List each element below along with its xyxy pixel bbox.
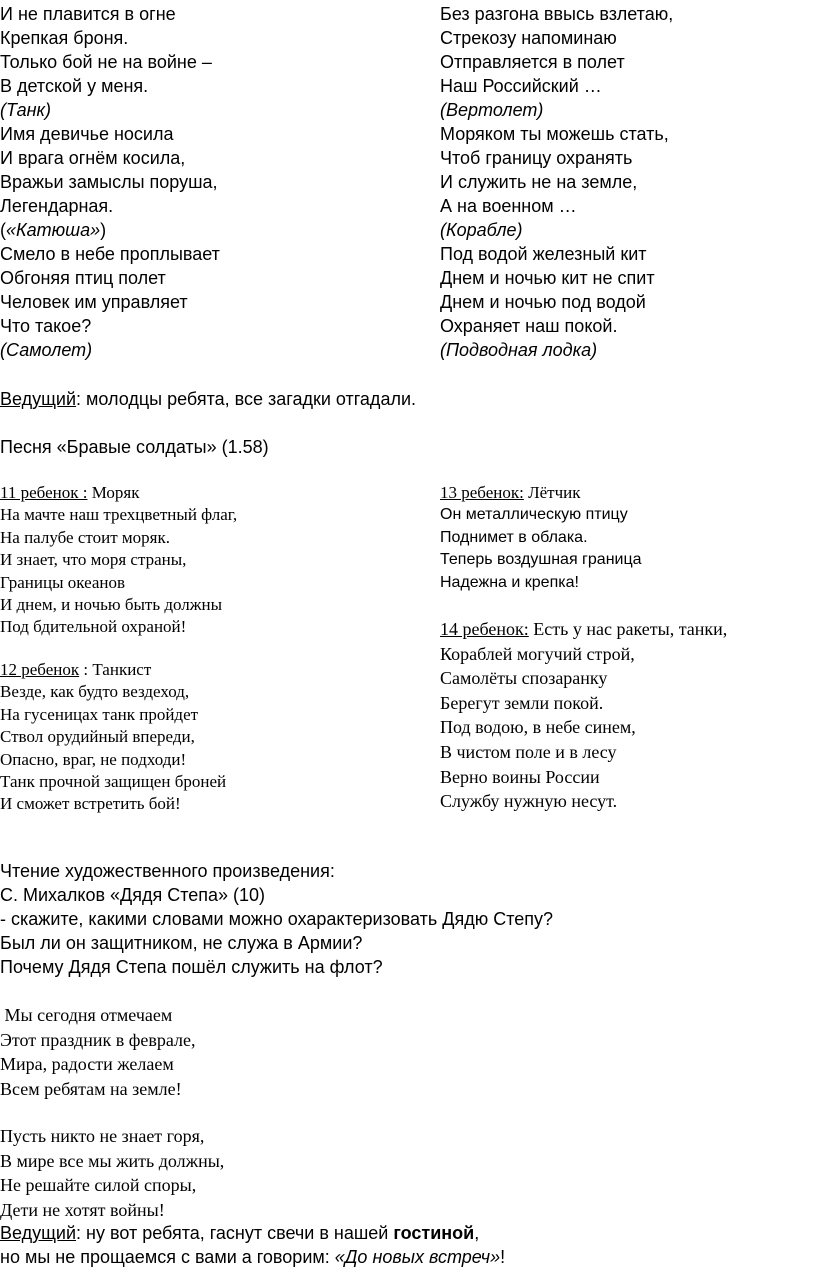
- poem-line: В мире все мы жить должны,: [0, 1150, 225, 1171]
- poem-stanza-2: [0, 1124, 420, 1222]
- poem-line: Не решайте силой споры,: [0, 1175, 197, 1196]
- riddle-line: В детской у меня.: [0, 76, 149, 96]
- riddle-line: Днем и ночью под водой: [440, 292, 646, 312]
- verse-line: Опасно, враг, не подходи!: [0, 749, 187, 769]
- paren-close: ): [100, 220, 107, 240]
- riddle-line: Легендарная.: [0, 196, 114, 216]
- verse-line: В чистом поле и в лесу: [440, 741, 617, 762]
- riddle-line: И не плавится в огне: [0, 4, 176, 24]
- host-text: : молодцы ребята, все загадки отгадали.: [76, 389, 417, 409]
- reading-line: - скажите, какими словами можно охарактеризовать Дядю Степу?: [0, 909, 554, 929]
- reading-section: [0, 859, 810, 979]
- verse-line: Под водою, в небе синем,: [440, 717, 636, 738]
- verse-line: И днем, и ночью быть должны: [0, 595, 223, 615]
- riddle-line: Наш Российский …: [440, 76, 602, 96]
- child-role: Есть у нас ракеты, танки,: [528, 619, 728, 639]
- verse-line: Ствол орудийный впереди,: [0, 727, 195, 747]
- poem-line: Этот праздник в феврале,: [0, 1029, 196, 1050]
- child-label: 12 ребенок: [0, 660, 80, 679]
- verse-line: Службу нужную несут.: [440, 791, 618, 812]
- riddle-answer: (Подводная лодка): [440, 340, 598, 360]
- paren-open: (: [0, 220, 6, 240]
- verse-line: Самолёты спозаранку: [440, 668, 608, 689]
- host-label: Ведущий: [0, 389, 77, 409]
- child-role: Лётчик: [523, 483, 581, 502]
- verse-line: Под бдительной охраной!: [0, 617, 187, 637]
- child-13-verse: [440, 482, 810, 594]
- verse-line: Надежна и крепка!: [440, 573, 579, 591]
- riddle-line: Днем и ночью кит не спит: [440, 268, 655, 288]
- poem-line: Дети не хотят войны!: [0, 1199, 165, 1220]
- host-label: Ведущий: [0, 1223, 77, 1243]
- verse-line: На гусеницах танк пройдет: [0, 704, 199, 724]
- riddle-line: Стрекозу напоминаю: [440, 28, 617, 48]
- riddle-answer: (Самолет): [0, 340, 93, 360]
- riddle-line: Человек им управляет: [0, 292, 188, 312]
- poem-line: Пусть никто не знает горя,: [0, 1126, 205, 1146]
- poem-stanza-1: [0, 1003, 420, 1101]
- riddle-line: Охраняет наш покой.: [440, 316, 618, 336]
- riddle-line: И врага огнём косила,: [0, 148, 186, 168]
- child-label: 11 ребенок :: [0, 483, 88, 502]
- reading-line: Чтение художественного произведения:: [0, 861, 335, 881]
- verse-line: На палубе стоит моряк.: [0, 527, 170, 547]
- host-text: но мы не прощаемся с вами а говорим:: [0, 1247, 335, 1267]
- riddle-line: Без разгона ввысь взлетаю,: [440, 4, 674, 24]
- riddle-answer: [0, 218, 420, 242]
- child-label: 13 ребенок:: [440, 483, 524, 502]
- riddle-line: Под водой железный кит: [440, 244, 647, 264]
- poem-line: Мира, радости желаем: [0, 1054, 174, 1075]
- reading-line: Был ли он защитником, не служа в Армии?: [0, 933, 363, 953]
- reading-line: С. Михалков «Дядя Степа» (10): [0, 885, 266, 905]
- child-role: : Танкист: [79, 660, 152, 679]
- host-bold-word: гостиной: [393, 1223, 475, 1243]
- child-role: Моряк: [87, 483, 140, 502]
- song-title: Песня «Бравые солдаты» (1.58): [0, 437, 269, 457]
- verse-line: Теперь воздушная граница: [440, 551, 642, 569]
- riddle-line: Обгоняя птиц полет: [0, 268, 166, 288]
- verse-line: Поднимет в облака.: [440, 528, 588, 546]
- riddle-line: Чтоб границу охранять: [440, 148, 633, 168]
- verse-line: Кораблей могучий строй,: [440, 643, 635, 664]
- verse-line: Границы океанов: [0, 572, 126, 592]
- child-label: 14 ребенок:: [440, 619, 529, 639]
- riddle-line: Вражьи замыслы поруша,: [0, 172, 218, 192]
- poem-line: Всем ребятам на земле!: [0, 1078, 182, 1099]
- riddle-line: Крепкая броня.: [0, 28, 129, 48]
- riddles-left-column: [0, 2, 420, 362]
- riddle-answer: (Вертолет): [440, 100, 544, 120]
- farewell-phrase: «До новых встреч»: [334, 1247, 501, 1267]
- riddle-line: И служить не на земле,: [440, 172, 638, 192]
- riddle-line: А на военном …: [440, 196, 577, 216]
- riddle-line: Только бой не на войне –: [0, 52, 212, 72]
- riddle-answer: (Корабле): [440, 220, 523, 240]
- riddle-line: Отправляется в полет: [440, 52, 625, 72]
- child-12-verse: [0, 659, 420, 816]
- reading-line: Почему Дядя Степа пошёл служить на флот?: [0, 957, 383, 977]
- riddles-right-column: [440, 2, 810, 362]
- verse-line: Везде, как будто вездеход,: [0, 682, 190, 702]
- riddle-line: Имя девичье носила: [0, 124, 174, 144]
- host-text: : ну вот ребята, гаснут свечи в нашей: [76, 1223, 394, 1243]
- riddle-line: Моряком ты можешь стать,: [440, 124, 669, 144]
- poem-line: Мы сегодня отмечаем: [0, 1005, 173, 1025]
- verse-line: На мачте наш трехцветный флаг,: [0, 505, 238, 525]
- host-closing: Ведущий: ну вот ребята, гаснут свечи в нашей гостиной, но мы не прощаемся с вами а говорим: «До новых встреч»!: [0, 1223, 506, 1267]
- riddle-answer: (Танк): [0, 100, 52, 120]
- katyusha-answer: «Катюша»: [6, 220, 101, 240]
- verse-line: Танк прочной защищен броней: [0, 772, 227, 792]
- verse-line: Берегут земли покой.: [440, 692, 604, 713]
- verse-line: И сможет встретить бой!: [0, 794, 181, 814]
- verse-line: Он металлическую птицу: [440, 506, 628, 524]
- riddle-line: Что такое?: [0, 316, 92, 336]
- verse-line: Верно воины России: [440, 766, 600, 787]
- riddle-line: Смело в небе проплывает: [0, 244, 220, 264]
- host-remark: [0, 387, 416, 411]
- child-11-verse: [0, 482, 420, 639]
- child-14-verse: [440, 617, 810, 814]
- verse-line: И знает, что моря страны,: [0, 550, 187, 570]
